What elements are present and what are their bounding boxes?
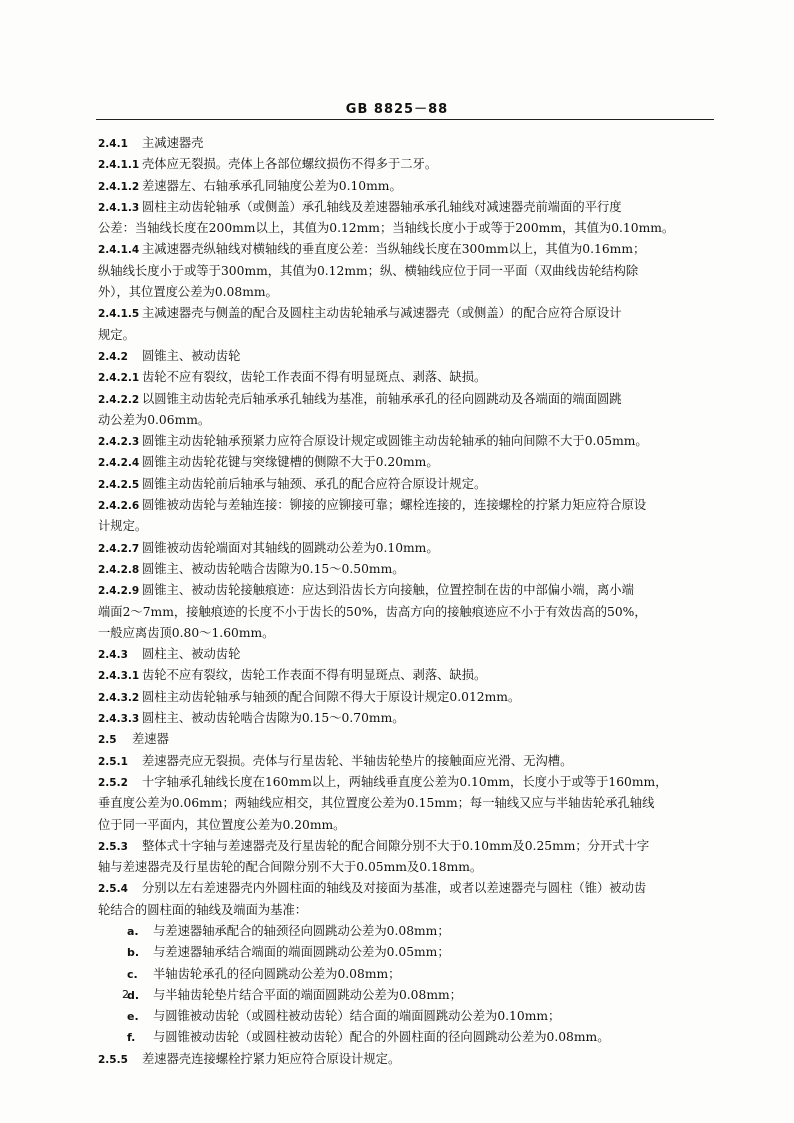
clause-text: 分别以左右差速器壳内外圆柱面的轴线及对接面为基准，或者以差速器壳与圆柱（锥）被动齿 xyxy=(142,881,647,896)
clause-number: 2.5 xyxy=(98,734,117,747)
clause-continuation-line xyxy=(98,516,712,537)
clause-text: 计规定。 xyxy=(98,519,148,534)
clause-number: 2.4.2.8 xyxy=(98,563,140,576)
clause-continuation-line xyxy=(98,623,712,644)
clause-text: 齿轮不应有裂纹，齿轮工作表面不得有明显斑点、剥落、缺损。 xyxy=(142,370,487,385)
page-number: 2 xyxy=(122,988,129,1001)
clause-text: 端面2～7mm，接触痕迹的长度不小于齿长的50%，齿高方向的接触痕迹应不小于有效齿高的50%， xyxy=(98,604,647,619)
clause-text: 齿轮不应有裂纹，齿轮工作表面不得有明显斑点、剥落、缺损。 xyxy=(142,668,487,683)
clause-line xyxy=(98,751,712,772)
clause-line xyxy=(98,133,712,154)
clause-line xyxy=(98,538,712,559)
clause-text: 圆锥主、被动齿轮啮合齿隙为0.15～0.50mm。 xyxy=(142,561,405,576)
clause-text: 圆锥主动齿轮前后轴承与轴颈、承孔的配合应符合原设计规定。 xyxy=(142,476,487,491)
clause-number: 2.4.3.3 xyxy=(98,713,140,726)
clause-line xyxy=(98,708,712,729)
clause-line xyxy=(98,687,712,708)
clause-text: 动公差为0.06mm。 xyxy=(98,412,211,427)
clause-line xyxy=(98,389,712,410)
clause-number: 2.4.2.7 xyxy=(98,542,140,555)
clause-continuation-line xyxy=(98,602,712,623)
clause-number: 2.4.2.6 xyxy=(98,500,140,513)
clause-number: 2.4.3.1 xyxy=(98,670,140,683)
clause-line xyxy=(98,495,712,516)
list-item-label: c. xyxy=(127,967,138,981)
clause-continuation-line xyxy=(98,282,712,303)
clause-text: 轮结合的圆柱面的轴线及端面为基准： xyxy=(98,902,308,917)
header-rule xyxy=(96,119,714,120)
clause-number: 2.5.5 xyxy=(98,1053,128,1066)
clause-text: 差速器左、右轴承承孔同轴度公差为0.10mm。 xyxy=(142,178,402,193)
clause-line xyxy=(98,176,712,197)
clause-text: 一般应离齿顶0.80～1.60mm。 xyxy=(98,625,275,640)
clause-line xyxy=(98,452,712,473)
clause-line xyxy=(98,474,712,495)
list-item xyxy=(98,1027,712,1048)
clause-text: 差速器壳应无裂损。壳体与行星齿轮、半轴齿轮垫片的接触面应光滑、无沟槽。 xyxy=(142,753,573,768)
clause-line xyxy=(98,346,712,367)
clause-text: 差速器壳连接螺栓拧紧力矩应符合原设计规定。 xyxy=(142,1051,401,1066)
clause-continuation-line xyxy=(98,900,712,921)
clause-line xyxy=(98,878,712,899)
clause-text: 外），其位置度公差为0.08mm。 xyxy=(98,285,278,300)
clause-text: 主减速器壳与侧盖的配合及圆柱主动齿轮轴承与减速器壳（或侧盖）的配合应符合原设计 xyxy=(142,306,622,321)
clause-line xyxy=(98,559,712,580)
clause-text: 纵轴线长度小于或等于300mm，其值为0.12mm；纵、横轴线应位于同一平面（双曲线齿轮结构除 xyxy=(98,263,639,278)
list-item-text: 与圆锥被动齿轮（或圆柱被动齿轮）配合的外圆柱面的径向圆跳动公差为0.08mm。 xyxy=(153,1030,610,1045)
clause-number: 2.5.3 xyxy=(98,840,128,853)
list-item-text: 与圆锥被动齿轮（或圆柱被动齿轮）结合面的端面圆跳动公差为0.10mm； xyxy=(153,1009,561,1024)
clause-text: 主减速器壳纵轴线对横轴线的垂直度公差：当纵轴线长度在300mm以上，其值为0.16mm； xyxy=(142,242,646,257)
document-body xyxy=(98,133,712,1070)
clause-continuation-line xyxy=(98,218,712,239)
clause-text: 轴与差速器壳及行星齿轮的配合间隙分别不大于0.05mm及0.18mm。 xyxy=(98,860,483,875)
document-header: GB 8825－88 xyxy=(345,102,449,117)
clause-number: 2.4.1.2 xyxy=(98,180,140,193)
clause-continuation-line xyxy=(98,410,712,431)
clause-number: 2.4.2 xyxy=(98,350,128,363)
clause-text: 圆锥被动齿轮端面对其轴线的圆跳动公差为0.10mm。 xyxy=(142,540,439,555)
clause-text: 垂直度公差为0.06mm；两轴线应相交，其位置度公差为0.15mm；每一轴线又应与半轴齿轮承孔轴线 xyxy=(98,796,655,811)
clause-line xyxy=(98,729,712,750)
clause-number: 2.4.3.2 xyxy=(98,691,140,704)
list-item-label: a. xyxy=(127,924,139,938)
clause-number: 2.4.1 xyxy=(98,138,128,150)
clause-continuation-line xyxy=(98,793,712,814)
clause-number: 2.4.1.3 xyxy=(98,201,140,214)
list-item xyxy=(98,942,712,963)
list-item-text: 与半轴齿轮垫片结合平面的端面圆跳动公差为0.08mm； xyxy=(153,987,462,1002)
clause-number: 2.5.4 xyxy=(98,883,128,896)
list-item-text: 与差速器轴承结合端面的端面圆跳动公差为0.05mm； xyxy=(153,945,450,960)
clause-continuation-line xyxy=(98,857,712,878)
clause-text: 主减速器壳 xyxy=(142,136,204,150)
clause-number: 2.4.3 xyxy=(98,649,128,662)
clause-number: 2.5.1 xyxy=(98,755,128,768)
clause-text: 圆柱主动齿轮轴承与轴颈的配合间隙不得大于原设计规定0.012mm。 xyxy=(142,689,521,704)
clause-line xyxy=(98,303,712,324)
list-item xyxy=(98,964,712,985)
clause-text: 圆锥主动齿轮花键与突缘键槽的侧隙不大于0.20mm。 xyxy=(142,455,439,470)
clause-text: 圆锥主、被动齿轮 xyxy=(142,348,241,363)
clause-continuation-line xyxy=(98,261,712,282)
clause-number: 2.5.2 xyxy=(98,776,128,789)
list-item xyxy=(98,1006,712,1027)
clause-text: 圆柱主、被动齿轮 xyxy=(142,647,241,662)
list-item-label: b. xyxy=(127,946,140,960)
clause-continuation-line xyxy=(98,325,712,346)
clause-line xyxy=(98,431,712,452)
clause-text: 位于同一平面内，其位置度公差为0.20mm。 xyxy=(98,817,346,832)
clause-text: 十字轴承孔轴线长度在160mm以上，两轴线垂直度公差为0.10mm，长度小于或等于160mm， xyxy=(142,774,668,789)
clause-text: 公差：当轴线长度在200mm以上，其值为0.12mm；当轴线长度小于或等于200mm，其值为0.10mm。 xyxy=(98,221,675,236)
clause-text: 圆锥主、被动齿轮接触痕迹：应达到沿齿长方向接触，位置控制在齿的中部偏小端，离小端 xyxy=(142,583,634,598)
clause-text: 圆柱主、被动齿轮啮合齿隙为0.15～0.70mm。 xyxy=(142,711,405,726)
clause-line xyxy=(98,367,712,388)
list-item-text: 与差速器轴承配合的轴颈径向圆跳动公差为0.08mm； xyxy=(153,923,450,938)
clause-number: 2.4.2.5 xyxy=(98,478,140,491)
list-item-label: e. xyxy=(127,1010,139,1024)
list-item xyxy=(98,921,712,942)
clause-number: 2.4.1.5 xyxy=(98,308,140,321)
clause-line xyxy=(98,644,712,665)
list-item-text: 半轴齿轮承孔的径向圆跳动公差为0.08mm； xyxy=(153,966,401,981)
clause-number: 2.4.2.4 xyxy=(98,457,140,470)
clause-line xyxy=(98,197,712,218)
clause-text: 壳体应无裂损。壳体上各部位螺纹损伤不得多于二牙。 xyxy=(142,157,438,172)
clause-text: 圆锥被动齿轮与差轴连接：铆接的应铆接可靠；螺栓连接的，连接螺栓的拧紧力矩应符合原设 xyxy=(142,498,647,513)
clause-text: 以圆锥主动齿轮壳后轴承承孔轴线为基准，前轴承承孔的径向圆跳动及各端面的端面圆跳 xyxy=(142,391,622,406)
list-item-label: f. xyxy=(127,1031,136,1045)
clause-line xyxy=(98,772,712,793)
clause-line xyxy=(98,836,712,857)
clause-line xyxy=(98,1049,712,1070)
clause-number: 2.4.2.3 xyxy=(98,436,140,449)
clause-number: 2.4.2.9 xyxy=(98,585,140,598)
clause-text: 圆柱主动齿轮轴承（或侧盖）承孔轴线及差速器轴承承孔轴线对减速器壳前端面的平行度 xyxy=(142,199,622,214)
clause-number: 2.4.1.4 xyxy=(98,244,140,257)
clause-number: 2.4.2.1 xyxy=(98,372,140,385)
clause-text: 整体式十字轴与差速器壳及行星齿轮的配合间隙分别不大于0.10mm及0.25mm；分开式十字 xyxy=(142,838,650,853)
clause-line xyxy=(98,580,712,601)
clause-line xyxy=(98,239,712,260)
clause-text: 差速器 xyxy=(132,732,169,747)
clause-text: 规定。 xyxy=(98,327,135,342)
clause-number: 2.4.2.2 xyxy=(98,393,140,406)
clause-line xyxy=(98,154,712,175)
clause-text: 圆锥主动齿轮轴承预紧力应符合原设计规定或圆锥主动齿轮轴承的轴向间隙不大于0.05mm。 xyxy=(142,434,648,449)
list-item xyxy=(98,985,712,1006)
clause-number: 2.4.1.1 xyxy=(98,159,140,172)
clause-continuation-line xyxy=(98,815,712,836)
list-item-label: d. xyxy=(127,988,140,1002)
clause-line xyxy=(98,665,712,686)
